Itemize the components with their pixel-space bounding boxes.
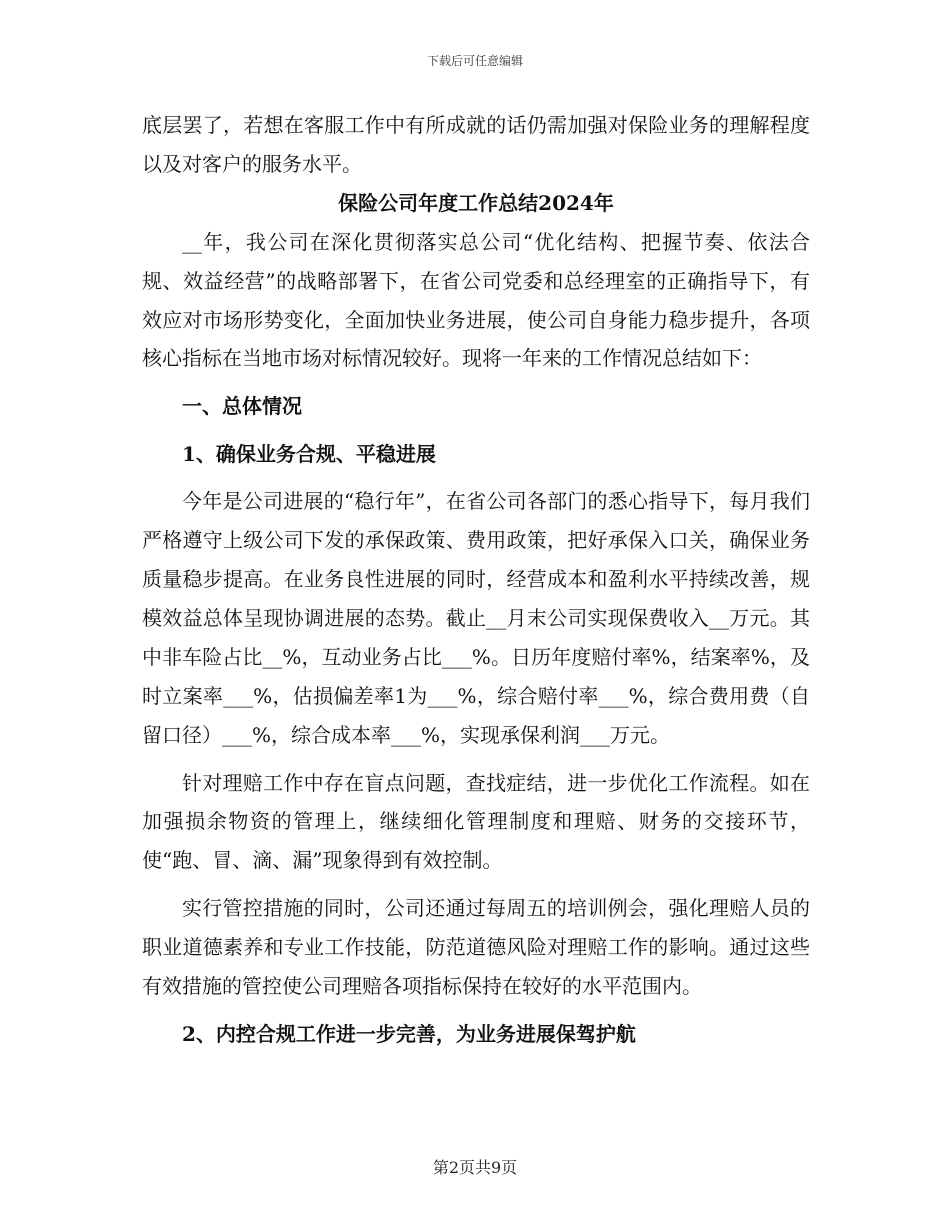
paragraph-business-progress: 今年是公司进展的“稳行年”，在省公司各部门的悉心指导下，每月我们严格遵守上级公司下发的承保政策、费用政策，把好承保入口关，确保业务质量稳步提高。在业务良性进展的同时，经营成本和盈利水平持续改善，规模效益总体呈现协调进展的态势。截止__月末公司实现保费收入__万元。其中非车险占比__%，互动业务占比___%。日历年度赔付率%，结案率%，及时立案率___%，估损偏差率1为___%，综合赔付率___%，综合费用费（自留口径）___%，综合成本率___%，实现承保利润___万元。 bbox=[142, 489, 810, 747]
paragraph-claims-process: 针对理赔工作中存在盲点问题，查找症结，进一步优化工作流程。如在加强损余物资的管理上，继续细化管理制度和理赔、财务的交接环节，使“跑、冒、滴、漏”现象得到有效控制。 bbox=[142, 770, 810, 873]
page-footer: 第2页共9页 bbox=[432, 1158, 518, 1177]
subsection-heading-business: 1、确保业务合规、平稳进展 bbox=[182, 442, 436, 467]
document-title: 保险公司年度工作总结2024年 bbox=[338, 190, 614, 215]
intro-paragraph: __年，我公司在深化贯彻落实总公司“优化结构、把握节奏、依法合规、效益经营”的战略部署下，在省公司党委和总经理室的正确指导下，有效应对市场形势变化，全面加快业务进展，使公司自身能力稳步提升，各项核心指标在当地市场对标情况较好。现将一年来的工作情况总结如下： bbox=[142, 229, 810, 371]
continuation-paragraph: 底层罢了，若想在客服工作中有所成就的话仍需加强对保险业务的理解程度以及对客户的服务水平。 bbox=[142, 113, 810, 176]
page-header: 下载后可任意编辑 bbox=[426, 54, 523, 68]
paragraph-training: 实行管控措施的同时，公司还通过每周五的培训例会，强化理赔人员的职业道德素养和专业工作技能，防范道德风险对理赔工作的影响。通过这些有效措施的管控使公司理赔各项指标保持在较好的水平范围内。 bbox=[142, 896, 810, 999]
section-heading-overall: 一、总体情况 bbox=[182, 394, 302, 419]
subsection-heading-compliance: 2、内控合规工作进一步完善，为业务进展保驾护航 bbox=[182, 1021, 636, 1046]
document-body bbox=[142, 106, 810, 1054]
